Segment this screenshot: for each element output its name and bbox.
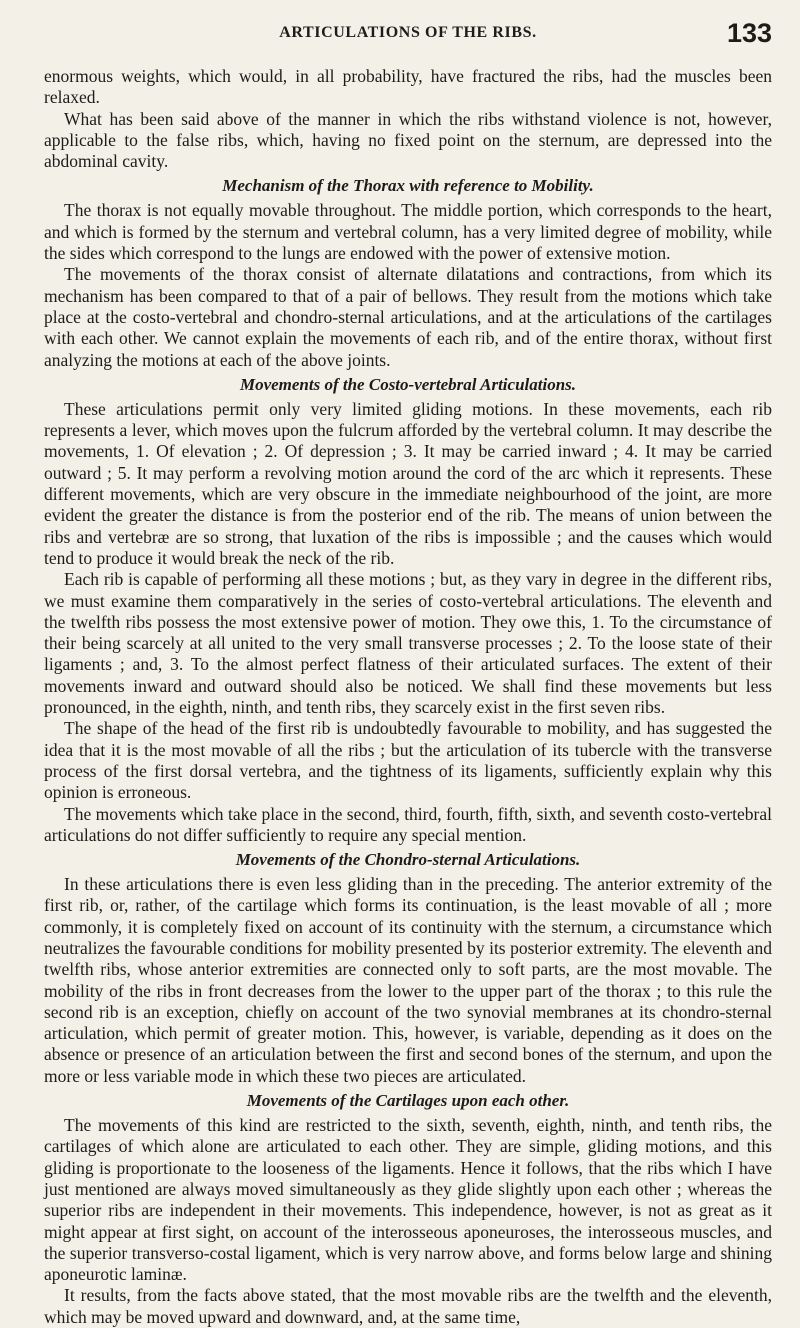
heading-cartilages: Movements of the Cartilages upon each other. (246, 1091, 570, 1111)
paragraph-gliding-motions: These articulations permit only very limited gliding motions. In these movements, each rib represents a lever, which moves upon the fulcrum afforded by the vertebral column. It may describe the movements, 1. Of elevation ; 2. Of depression ; 3. It may be carried inward ; 4. It may be carried outward ; 5. It may perform a revolving motion around the cord of the arc which it represents. These different movements, which are very obscure in the immediate neighbourhood of the joint, are more evident the greater the distance is from the posterior end of the rib. The means of union between the ribs and vertebræ are so strong, that luxation of the ribs is impossible ; and the causes which would tend to produce it would break the neck of the rib. (44, 398, 772, 568)
paragraph-chondro-sternal: In these articulations there is even less gliding than in the preceding. The anterior extremity of the first rib, or, rather, of the cartilage which forms its continuation, is the least movable of all ; more commonly, it is completely fixed on account of its continuity with the sternum, a circumstance which neutralizes the favourable conditions for mobility presented by its posterior extremity. The eleventh and twelfth ribs, whose anterior extremities are connected only to soft parts, are the most movable. The mobility of the ribs in front decreases from the lower to the upper part of the thorax ; to this rule the second rib is an exception, chiefly on account of the two synovial membranes at its chondro-sternal articulation, which permit of greater motion. This, however, is variable, depending as it does on the absence or presence of an articulation between the first and second bones of the sternum, and upon the more or less variable mode in which these two pieces are articulated. (44, 874, 772, 1086)
paragraph-results: It results, from the facts above stated, that the most movable ribs are the twelfth and the eleventh, which may be moved upward and downward, and, at the same time, (44, 1285, 772, 1327)
heading-costo-vertebral: Movements of the Costo-vertebral Articulations. (239, 374, 577, 394)
paragraph-first-rib: The shape of the head of the first rib is undoubtedly favourable to mobility, and has suggested the idea that it is the most movable of all the ribs ; but the articulation of its tubercle with the transverse process of the first dorsal vertebra, and the tightness of its ligaments, sufficiently explain why this opinion is erroneous. (44, 718, 772, 803)
paragraph-carryover: enormous weights, which would, in all probability, have fractured the ribs, had the muscles been relaxed. (44, 66, 772, 108)
paragraph-movements-of-thorax: The movements of the thorax consist of alternate dilatations and contractions, from which its mechanism has been compared to that of a pair of bellows. They result from the motions which take place at the costo-vertebral and chondro-sternal articulations, and at the articulations of the cartilages with each other. We cannot explain the movements of each rib, and of the entire thorax, without first analyzing the motions at each of the above joints. (44, 264, 772, 370)
book-page (44, 18, 772, 1328)
paragraph-second-to-seventh: The movements which take place in the second, third, fourth, fifth, sixth, and seventh costo-vertebral articulations do not differ sufficiently to require any special mention. (44, 803, 772, 845)
heading-mechanism-of-thorax: Mechanism of the Thorax with reference to Mobility. (222, 176, 594, 196)
paragraph-thorax-movable: The thorax is not equally movable throughout. The middle portion, which corresponds to the heart, and which is formed by the sternum and vertebral column, has a very limited degree of mobility, while the sides which correspond to the lungs are endowed with the power of extensive motion. (44, 200, 772, 264)
paragraph-each-rib: Each rib is capable of performing all these motions ; but, as they vary in degree in the different ribs, we must examine them comparatively in the series of costo-vertebral articulations. The eleventh and the twelfth ribs possess the most extensive power of motion. They owe this, 1. To the circumstance of their being scarcely at all united to the very small transverse processes ; 2. To the loose state of their ligaments ; and, 3. To the almost perfect flatness of their articulated surfaces. The extent of their movements inward and outward should also be noticed. We shall find these movements but less pronounced, in the eighth, ninth, and tenth ribs, they scarcely exist in the first seven ribs. (44, 569, 772, 718)
body-text (44, 66, 772, 1328)
heading-chondro-sternal: Movements of the Chondro-sternal Articulations. (235, 850, 581, 870)
running-title: ARTICULATIONS OF THE RIBS. (279, 24, 537, 41)
page-number: 133 (726, 18, 772, 48)
paragraph-false-ribs: What has been said above of the manner in which the ribs withstand violence is not, however, applicable to the false ribs, which, having no fixed point on the sternum, are depressed into the abdominal cavity. (44, 108, 772, 172)
paragraph-cartilages: The movements of this kind are restricted to the sixth, seventh, eighth, ninth, and tenth ribs, the cartilages of which alone are articulated to each other. They are simple, gliding motions, and this gliding is proportionate to the looseness of the ligaments. Hence it follows, that the ribs which I have just mentioned are always moved simultaneously as they glide slightly upon each other ; whereas the superior ribs are independent in their movements. This independence, however, is not as great as it might appear at first sight, on account of the interosseous aponeuroses, the interosseous muscles, and the superior transverso-costal ligament, which is very narrow above, and forms below large and shining aponeurotic laminæ. (44, 1115, 772, 1285)
running-head (44, 18, 772, 66)
